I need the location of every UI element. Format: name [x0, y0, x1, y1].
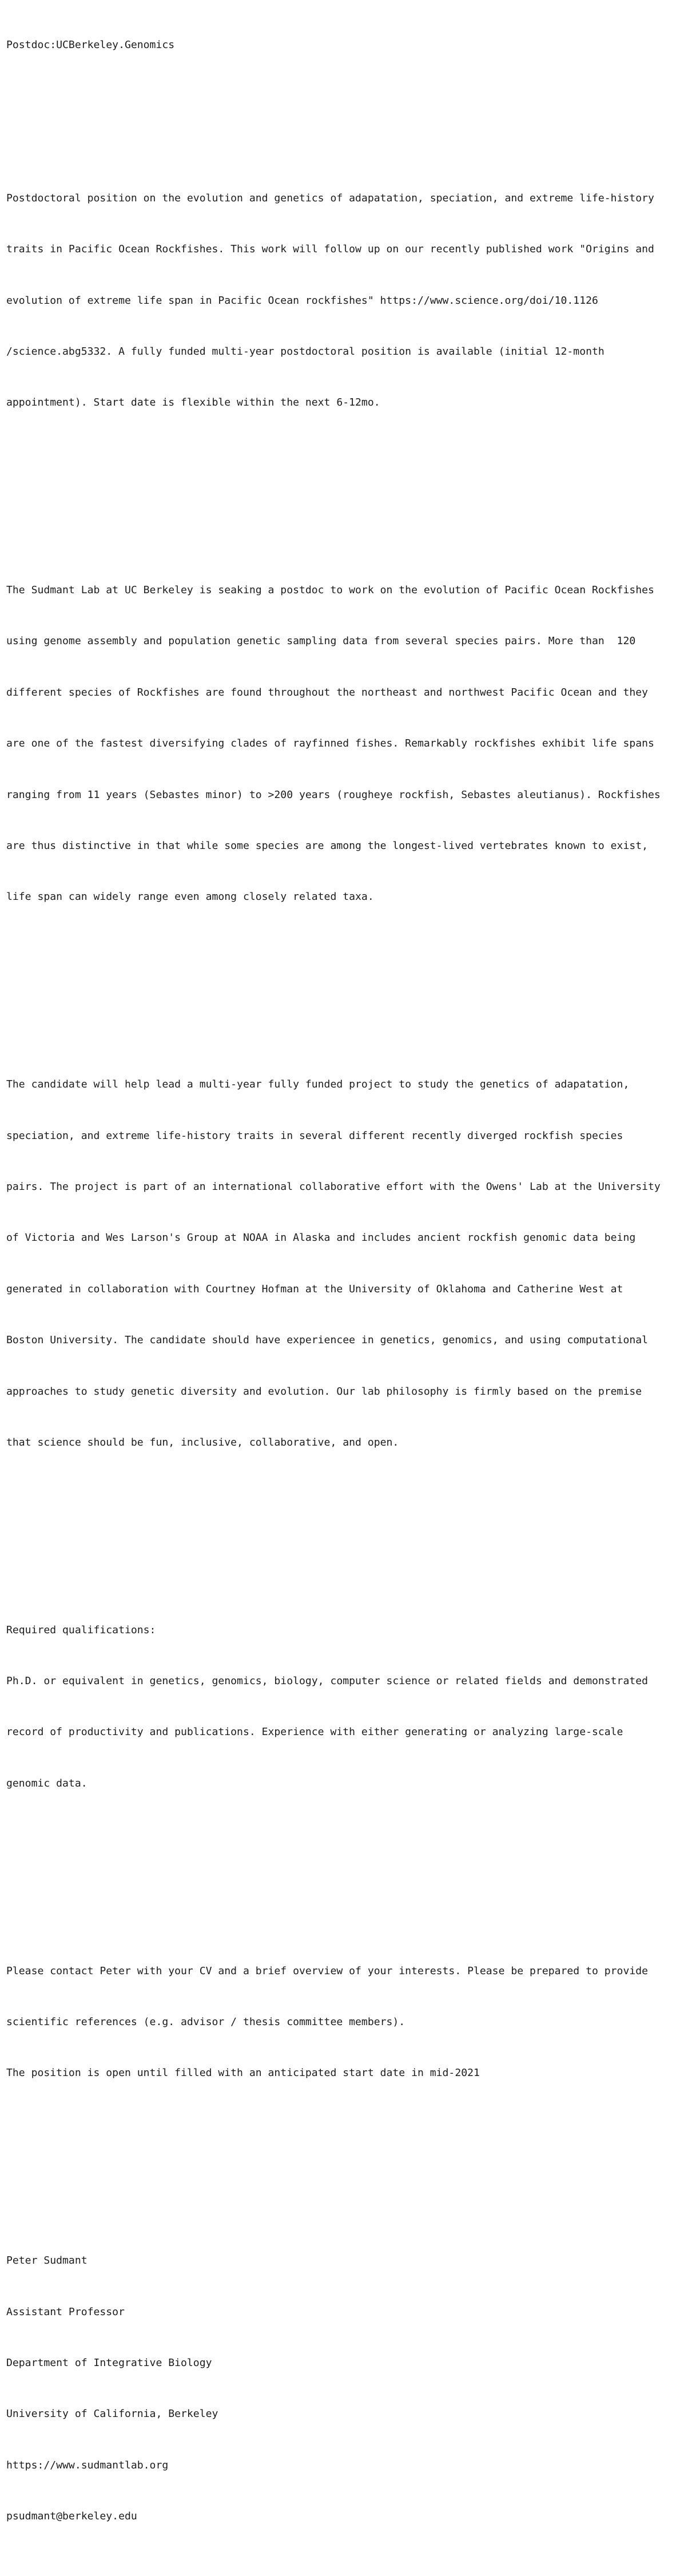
- blank-line: [6, 88, 681, 105]
- paragraph-line: generated in collaboration with Courtney Hofman at the University of Oklahoma and Catherine West at: [6, 1283, 623, 1295]
- candidate-paragraph: [6, 1042, 681, 1486]
- paragraph-line: life span can widely range even among closely related taxa.: [6, 891, 374, 903]
- blank-line: [6, 1519, 681, 1537]
- blank-line: [6, 974, 681, 991]
- paragraph-line: appointment). Start date is flexible within the next 6-12mo.: [6, 396, 380, 409]
- blank-line: [6, 479, 681, 497]
- paragraph-line: Boston University. The candidate should have experiencee in genetics, genomics, and using computational: [6, 1334, 649, 1347]
- paragraph-line: speciation, and extreme life-history traits in several different recently diverged rockfish species: [6, 1129, 623, 1142]
- paragraph-line: Postdoctoral position on the evolution and genetics of adapatation, speciation, and extreme life-history: [6, 192, 654, 204]
- paragraph-line: are one of the fastest diversifying clades of rayfinned fishes. Remarkably rockfishes exhibit life spans: [6, 737, 654, 750]
- paragraph-line: genomic data.: [6, 1777, 88, 1789]
- paragraph-line: of Victoria and Wes Larson's Group at NOAA in Alaska and includes ancient rockfish genomic data being: [6, 1232, 636, 1244]
- intro-paragraph: [6, 156, 681, 446]
- signature-role: Assistant Professor: [6, 2305, 125, 2318]
- paragraph-line: that science should be fun, inclusive, collaborative, and open.: [6, 1436, 399, 1448]
- qualifications-heading: Required qualifications:: [6, 1624, 156, 1636]
- paragraph-line: scientific references (e.g. advisor / thesis committee members).: [6, 2016, 405, 2029]
- signature-block: [6, 2218, 681, 2559]
- blank-line: [6, 2150, 681, 2167]
- paragraph-line: are thus distinctive in that while some species are among the longest-lived vertebrates known to exist,: [6, 840, 649, 852]
- signature-email-link[interactable]: psudmant@berkeley.edu: [6, 2510, 137, 2523]
- signature-name: Peter Sudmant: [6, 2255, 88, 2267]
- paragraph-line: traits in Pacific Ocean Rockfishes. This work will follow up on our recently published work "Origins and: [6, 243, 654, 256]
- paragraph-line: Please contact Peter with your CV and a brief overview of your interests. Please be prepared to provide: [6, 1964, 649, 1977]
- signature-university: University of California, Berkeley: [6, 2408, 218, 2420]
- signature-department: Department of Integrative Biology: [6, 2356, 212, 2369]
- signature-website-link[interactable]: https://www.sudmantlab.org: [6, 2459, 169, 2471]
- paragraph-line: Ph.D. or equivalent in genetics, genomics, biology, computer science or related fields and demonstrated: [6, 1675, 649, 1688]
- paragraph-line: evolution of extreme life span in Pacific Ocean rockfishes" https://www.science.org/doi/10.1126: [6, 294, 598, 307]
- paragraph-line: The candidate will help lead a multi-year fully funded project to study the genetics of adapatation,: [6, 1078, 630, 1091]
- paragraph-line: The position is open until filled with an anticipated start date in mid-2021: [6, 2067, 480, 2079]
- posting-title: Postdoc:UCBerkeley.Genomics: [6, 38, 175, 51]
- paragraph-line: The Sudmant Lab at UC Berkeley is seaking a postdoc to work on the evolution of Pacific Ocean Rockfishes: [6, 584, 654, 597]
- paragraph-line: using genome assembly and population genetic sampling data from several species pairs. More than 120: [6, 635, 636, 648]
- paragraph-line: /science.abg5332. A fully funded multi-year postdoctoral position is available (initial 12-month: [6, 345, 605, 358]
- paragraph-line: ranging from 11 years (Sebastes minor) to >200 years (rougheye rockfish, Sebastes aleutianus). Rockfishes: [6, 788, 661, 801]
- paragraph-line: different species of Rockfishes are found throughout the northeast and northwest Pacific Ocean and they: [6, 686, 649, 698]
- contact-paragraph: [6, 1928, 681, 2116]
- blank-line: [6, 1860, 681, 1878]
- lab-paragraph: [6, 548, 681, 940]
- paragraph-line: record of productivity and publications. Experience with either generating or analyzing large-scale: [6, 1726, 623, 1738]
- paragraph-line: approaches to study genetic diversity and evolution. Our lab philosophy is firmly based on the premise: [6, 1385, 642, 1398]
- job-posting-document: [6, 2, 681, 2576]
- paragraph-line: pairs. The project is part of an international collaborative effort with the Owens' Lab at the University: [6, 1180, 661, 1193]
- qualifications-section: [6, 1587, 681, 1826]
